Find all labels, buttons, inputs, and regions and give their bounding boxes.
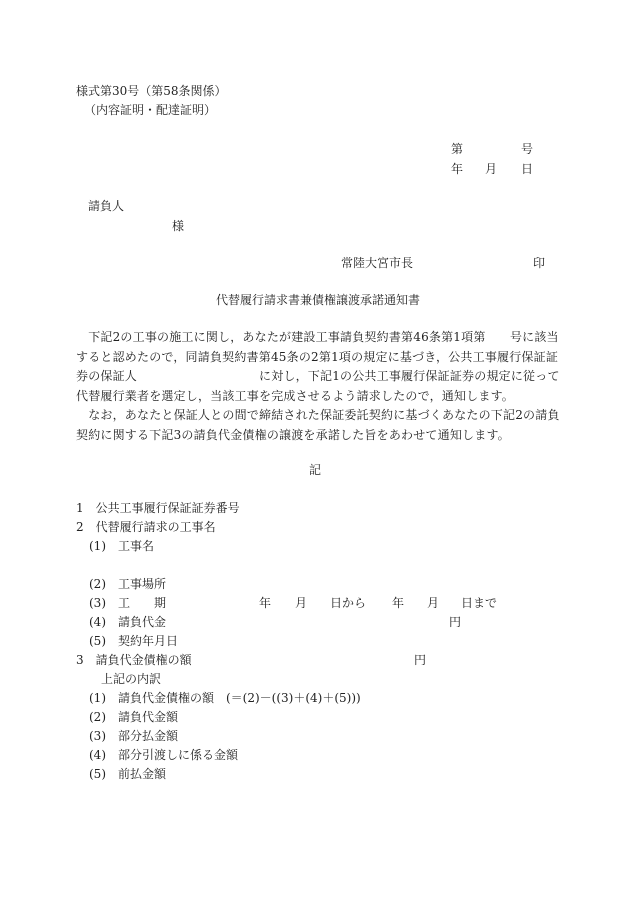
- breakdown-heading: 上記の内訳: [101, 672, 162, 686]
- item-2-2: (2) 工事場所: [89, 577, 166, 591]
- item-2-3-from: 日から: [330, 596, 367, 610]
- item-1: 1 公共工事履行保証証券番号: [76, 501, 240, 515]
- item-3: 3 請負代金債権の額: [76, 653, 192, 667]
- delivery-note: （内容証明・配達証明）: [84, 103, 217, 117]
- sender-name: 常陸大宮市長: [341, 256, 414, 270]
- addressee-label: 請負人: [88, 199, 125, 213]
- ki-heading: 記: [309, 463, 322, 477]
- body-paragraph-2: なお，あなたと保証人との間で締結された保証委託契約に基づくあなたの下記2の請負契約に関する下記3の請負代金債権の譲渡を承諾した旨をあわせて通知します。: [76, 408, 560, 442]
- item-2: 2 代替履行請求の工事名: [76, 520, 216, 534]
- sender-seal: 印: [533, 256, 546, 270]
- item-2-3-label: (3) 工 期: [89, 596, 166, 610]
- item-2-3-month-1: 月: [295, 596, 308, 610]
- item-2-1: (1) 工事名: [89, 539, 154, 553]
- body-paragraph-1: 下記2の工事の施工に関し，あなたが建設工事請負契約書第46条第1項第 号に該当すると認めたので，同請負契約書第45条の2第1項の規定に基づき，公共工事履行保証証券の保証人 に対し，下記1の公共工事履行保証証券の規定に従って代替履行業者を選定し，当該工事を完成させるよう請求したので，通知します。: [76, 330, 560, 403]
- item-3-yen: 円: [414, 653, 427, 667]
- date-day: 日: [521, 162, 534, 176]
- doc-number-dai: 第: [451, 142, 464, 156]
- date-year: 年: [451, 162, 464, 176]
- form-number: 様式第30号（第58条関係）: [76, 84, 227, 98]
- breakdown-1: (1) 請負代金債権の額 (＝(2)－((3)＋(4)＋(5))): [89, 691, 361, 705]
- doc-number-go: 号: [521, 142, 534, 156]
- breakdown-3: (3) 部分払金額: [89, 729, 178, 743]
- breakdown-5: (5) 前払金額: [89, 767, 166, 781]
- item-2-5: (5) 契約年月日: [89, 634, 178, 648]
- item-2-3-year-2: 年: [392, 596, 405, 610]
- breakdown-2: (2) 請負代金額: [89, 710, 178, 724]
- item-2-4-yen: 円: [449, 615, 462, 629]
- date-month: 月: [485, 162, 498, 176]
- item-2-4: (4) 請負代金: [89, 615, 166, 629]
- item-2-3-until: 日まで: [461, 596, 498, 610]
- document-title: 代替履行請求書兼債権譲渡承諾通知書: [216, 293, 421, 307]
- breakdown-4: (4) 部分引渡しに係る金額: [89, 748, 238, 762]
- item-2-3-year-1: 年: [259, 596, 272, 610]
- item-2-3-month-2: 月: [427, 596, 440, 610]
- addressee-sama: 様: [172, 219, 185, 233]
